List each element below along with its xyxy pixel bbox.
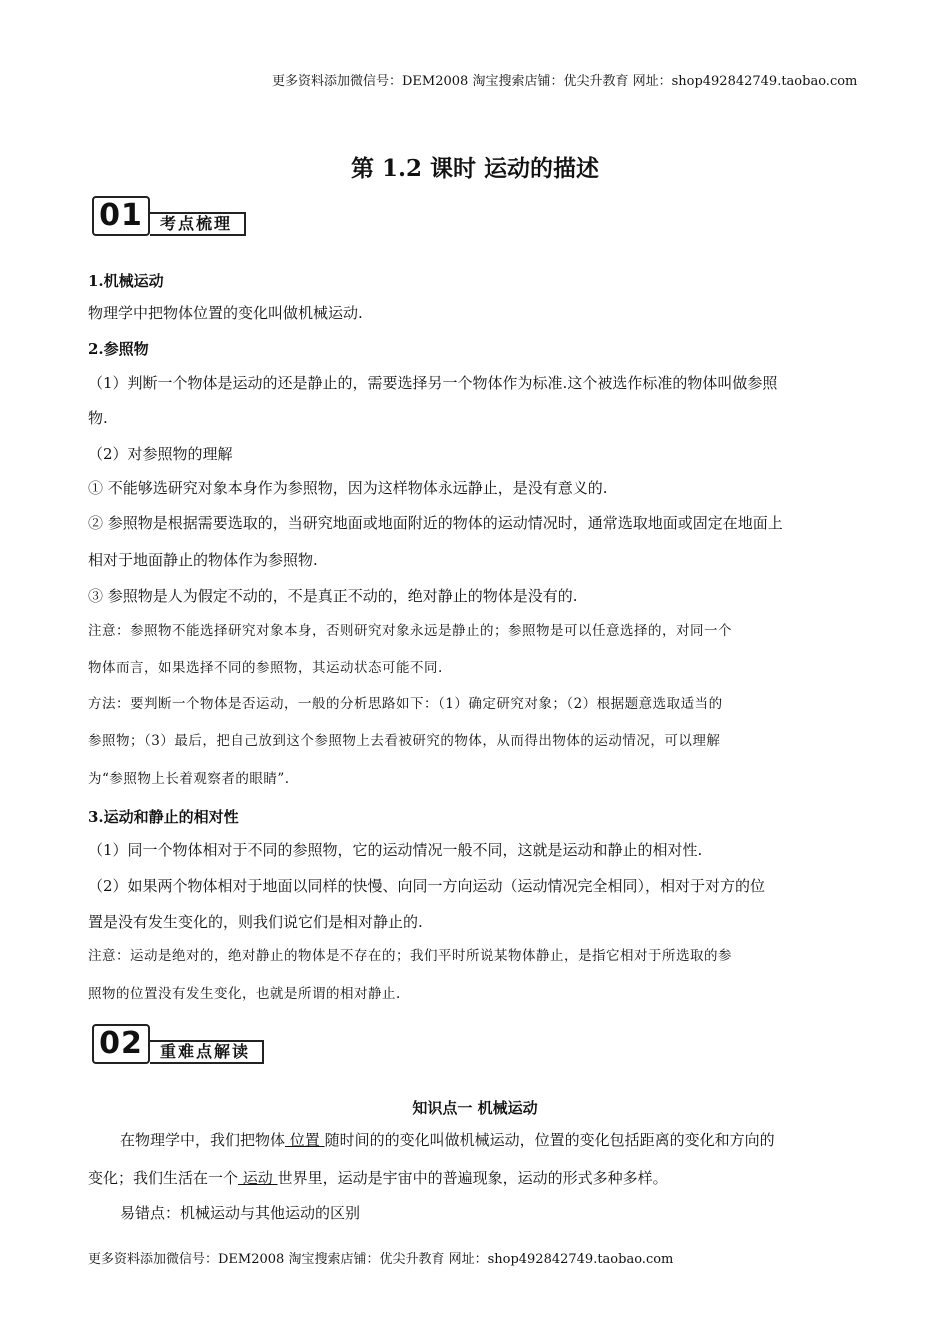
blank-motion: 运动 [238,1169,278,1187]
sec1-text: 物理学中把物体位置的变化叫做机械运动. [88,304,363,322]
kp1-line1 [88,1122,865,1158]
section-badge-02 [92,1020,264,1064]
sec3-p1: （1）同一个物体相对于不同的参照物，它的运动情况一般不同，这就是运动和静止的相对性. [88,841,703,859]
sec2-p2: （2）对参照物的理解 [88,445,233,463]
sec2-item2b: 相对于地面静止的物体作为参照物. [88,551,318,569]
sec2-method-c: 为“参照物上长着观察者的眼睛”. [88,771,290,787]
sec3-p2a: （2）如果两个物体相对于地面以同样的快慢、向同一方向运动（运动情况完全相同），相对于对方的位 [88,877,766,895]
sec2-heading: 2.参照物 [88,340,149,358]
badge-label: 重难点解读 [150,1040,264,1064]
sec2-item1: ① 不能够选研究对象本身作为参照物，因为这样物体永远静止，是没有意义的. [88,479,608,497]
sec2-note-b: 物体而言，如果选择不同的参照物，其运动状态可能不同. [88,660,443,676]
kp1-line1-pre: 在物理学中，我们把物体 [120,1131,286,1149]
blank-position: 位置 [285,1131,325,1149]
page-footer: 更多资料添加微信号：DEM2008 淘宝搜索店铺：优尖升教育 网址：shop492842749.taobao.com [88,1252,674,1267]
kp1-line2 [88,1160,865,1196]
sec2-method-b: 参照物；（3）最后，把自己放到这个参照物上去看被研究的物体，从而得出物体的运动情况，可以理解 [88,733,721,749]
sec2-item2a: ② 参照物是根据需要选取的，当研究地面或地面附近的物体的运动情况时，通常选取地面或固定在地面上 [88,514,783,532]
page-header: 更多资料添加微信号：DEM2008 淘宝搜索店铺：优尖升教育 网址：shop492842749.taobao.com [272,74,858,89]
kp1-line2-pre: 变化；我们生活在一个 [88,1169,239,1187]
sec2-p1a: （1）判断一个物体是运动的还是静止的，需要选择另一个物体作为标准.这个被选作标准的物体叫做参照 [88,374,778,392]
kp1-line3: 易错点：机械运动与其他运动的区别 [120,1204,361,1222]
knowledge-point-title: 知识点一 机械运动 [412,1099,538,1117]
sec3-p2b: 置是没有发生变化的，则我们说它们是相对静止的. [88,913,423,931]
sec2-method-a: 方法：要判断一个物体是否运动，一般的分析思路如下：（1）确定研究对象；（2）根据题意选取适当的 [88,696,723,712]
sec2-item3: ③ 参照物是人为假定不动的，不是真正不动的，绝对静止的物体是没有的. [88,587,578,605]
page-title: 第 1.2 课时 运动的描述 [350,155,600,182]
sec3-heading: 3.运动和静止的相对性 [88,808,239,826]
kp1-line1-post: 随时间的的变化叫做机械运动，位置的变化包括距离的变化和方向的 [324,1131,775,1149]
sec1-heading: 1.机械运动 [88,272,164,290]
sec3-note-a: 注意：运动是绝对的，绝对静止的物体是不存在的；我们平时所说某物体静止，是指它相对于所选取的参 [88,948,732,964]
sec2-note-a: 注意：参照物不能选择研究对象本身，否则研究对象永远是静止的；参照物是可以任意选择的，对同一个 [88,623,732,639]
kp1-line2-post: 世界里，运动是宇宙中的普遍现象，运动的形式多种多样。 [277,1169,668,1187]
sec3-note-b: 照物的位置没有发生变化，也就是所谓的相对静止. [88,986,401,1002]
badge-label: 考点梳理 [150,212,246,236]
sec2-p1b: 物. [88,409,108,427]
section-badge-01 [92,192,246,236]
badge-number: 01 [92,196,150,236]
badge-number: 02 [92,1024,150,1064]
